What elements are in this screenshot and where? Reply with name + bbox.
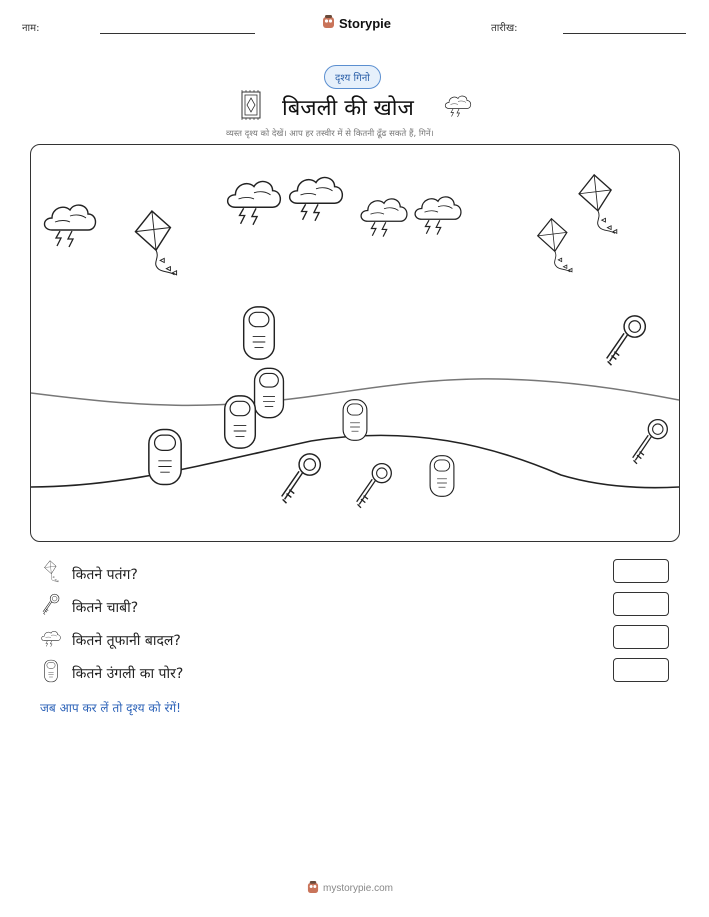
storm-cloud[interactable] [228,181,281,224]
title-storm-cloud-icon [443,92,473,122]
key-icon [40,593,62,621]
question-text: कितने उंगली का पोर? [72,665,184,682]
question-storm-clouds [40,626,181,654]
activity-badge: दृश्य गिनो [324,65,381,89]
storm-cloud[interactable] [45,205,96,247]
key[interactable] [282,454,321,503]
storypie-mascot-icon [322,14,335,32]
kite[interactable] [538,219,572,272]
coloring-note: जब आप कर लें तो दृश्य को रंगें! [40,701,181,715]
storm-cloud[interactable] [361,199,407,237]
key[interactable] [607,316,646,365]
storm-cloud-icon [40,626,62,654]
busy-scene [30,144,680,542]
fingertip[interactable] [430,456,454,497]
kite[interactable] [135,211,176,275]
answer-box-keys[interactable] [613,592,669,616]
date-line[interactable] [563,33,686,34]
question-text: कितने चाबी? [72,599,139,616]
fingertip[interactable] [149,429,181,484]
kite[interactable] [579,175,617,233]
answer-box-kites[interactable] [613,559,669,583]
question-text: कितने पतंग? [72,566,138,583]
question-keys [40,593,138,621]
fingertip[interactable] [343,400,367,441]
storm-cloud[interactable] [415,197,461,235]
answer-box-storm-clouds[interactable] [613,625,669,649]
name-label: नाम: [22,23,40,34]
rug-icon [240,90,262,124]
fingertip-icon [40,659,62,687]
page-title: बिजली की खोज [282,96,414,121]
fingertip[interactable] [225,396,256,448]
name-line[interactable] [100,33,255,34]
question-kites [40,560,138,588]
footer-url[interactable]: mystorypie.com [323,883,394,894]
key[interactable] [357,464,392,508]
question-text: कितने तूफानी बादल? [72,632,181,649]
answer-box-fingertips[interactable] [613,658,669,682]
footer [307,880,393,897]
storm-cloud[interactable] [290,177,343,220]
storypie-mascot-icon [307,880,319,897]
question-fingertips [40,659,183,687]
fingertip[interactable] [244,307,275,359]
kite-icon [40,560,62,588]
brand-logo [322,14,391,32]
date-label: तारीख: [491,23,518,34]
instructions: व्यस्त दृश्य को देखें। आप हर तस्वीर में से कितनी ढूँढ सकते हैं, गिनें। [226,129,434,139]
front-hill-line [31,435,679,487]
brand-name: Storypie [339,15,392,31]
key[interactable] [633,420,668,464]
fingertip[interactable] [255,368,284,417]
